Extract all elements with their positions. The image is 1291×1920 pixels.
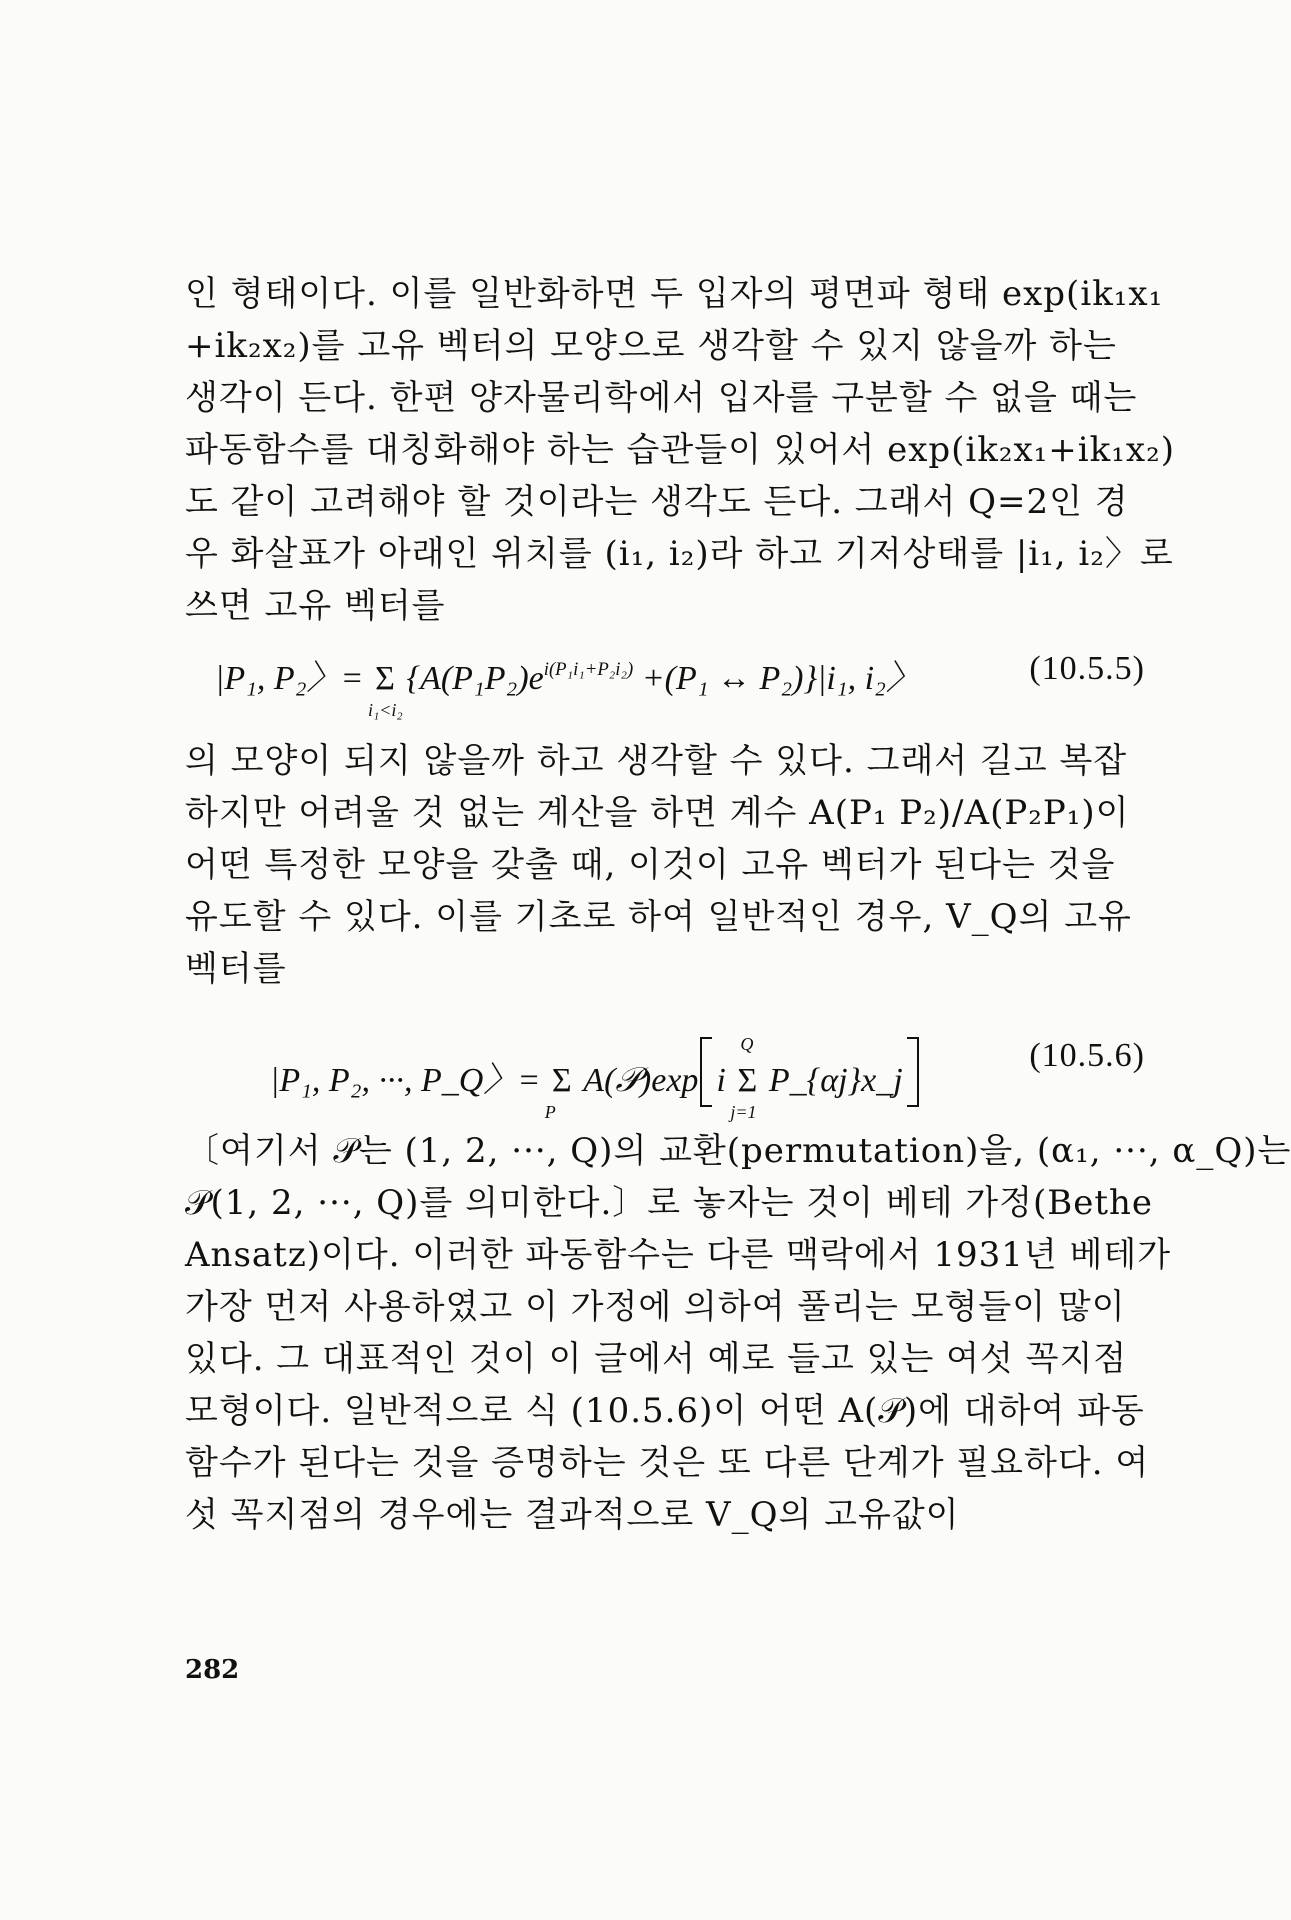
text-line: 어떤 특정한 모양을 갖출 때, 이것이 고유 벡터가 된다는 것을 — [185, 845, 1116, 885]
text-line: 생각이 든다. 한편 양자물리학에서 입자를 구분할 수 없을 때는 — [185, 378, 1138, 418]
equation-exponent: i(P₁i₁+P₂i₂) — [543, 658, 634, 680]
equation-10-5-5 — [185, 632, 1145, 727]
text-line: 유도할 수 있다. 이를 기초로 하여 일반적인 경우, V_Q의 고유 — [185, 897, 1132, 937]
equation-number: (10.5.5) — [1029, 650, 1145, 687]
summation-index: P — [544, 1102, 556, 1122]
equation-term: P_{αj}x_j — [768, 1062, 903, 1099]
text-line: 𝒫(1, 2, ···, Q)를 의미한다.〕로 놓자는 것이 베테 가정(Bethe — [185, 1183, 1154, 1223]
text-line: 〔여기서 𝒫는 (1, 2, ···, Q)의 교환(permutation)을, (α₁, ···, α_Q)는 — [185, 1131, 1291, 1171]
paragraph-3 — [185, 1125, 1291, 1541]
equation-term: {A(P₁P₂)e — [406, 660, 544, 697]
text-line: 도 같이 고려해야 할 것이라는 생각도 든다. 그래서 Q=2인 경 — [185, 482, 1129, 522]
text-line: Ansatz)이다. 이러한 파동함수는 다른 맥락에서 1931년 베테가 — [185, 1235, 1172, 1275]
page-number: 282 — [185, 1655, 240, 1685]
equation-term: +(P₁ ↔ P₂)}|i₁, i₂〉 — [641, 660, 920, 697]
text-body — [185, 268, 1291, 1541]
text-line: 파동함수를 대칭화해야 하는 습관들이 있어서 exp(ik₂x₁+ik₁x₂) — [185, 430, 1175, 470]
summation: Σ P — [544, 1062, 572, 1122]
left-bracket — [700, 1037, 712, 1107]
equation-10-5-6 — [185, 1007, 1145, 1122]
text-line: 있다. 그 대표적인 것이 이 글에서 예로 들고 있는 여섯 꼭지점 — [185, 1339, 1128, 1379]
text-line: 우 화살표가 아래인 위치를 (i₁, i₂)라 하고 기저상태를 |i₁, i₂〉로 — [185, 534, 1174, 574]
paragraph-2 — [185, 735, 1145, 995]
text-line: 쓰면 고유 벡터를 — [185, 586, 446, 626]
text-line: 벡터를 — [185, 949, 287, 989]
text-line: 모형이다. 일반적으로 식 (10.5.6)이 어떤 A(𝒫)에 대하여 파동 — [185, 1391, 1145, 1431]
text-line: +ik₂x₂)를 고유 벡터의 모양으로 생각할 수 있지 않을까 하는 — [185, 326, 1117, 366]
equation-body — [215, 650, 920, 720]
summation-index: j=1 — [730, 1102, 757, 1122]
summation-upper: Q — [740, 1034, 754, 1054]
text-line: 하지만 어려울 것 없는 계산을 하면 계수 A(P₁ P₂)/A(P₂P₁)이 — [185, 793, 1130, 833]
equation-lhs: |P₁, P₂〉= — [215, 660, 364, 697]
text-line: 함수가 된다는 것을 증명하는 것은 또 다른 단계가 필요하다. 여 — [185, 1443, 1150, 1483]
equation-body — [270, 1034, 919, 1122]
text-line: 의 모양이 되지 않을까 하고 생각할 수 있다. 그래서 길고 복잡 — [185, 741, 1128, 781]
summation: Σ i₁<i₂ — [367, 660, 403, 720]
text-line: 인 형태이다. 이를 일반화하면 두 입자의 평면파 형태 exp(ik₁x₁ — [185, 274, 1164, 314]
text-line: 가장 먼저 사용하였고 이 가정에 의하여 풀리는 모형들이 많이 — [185, 1287, 1126, 1327]
equation-lhs: |P₁, P₂, ···, P_Q〉= — [270, 1062, 541, 1099]
summation-index: i₁<i₂ — [367, 700, 403, 720]
text-line: 섯 꼭지점의 경우에는 결과적으로 V_Q의 고유값이 — [185, 1495, 960, 1535]
equation-number: (10.5.6) — [1029, 1037, 1145, 1074]
equation-term: A(𝒫)exp — [583, 1062, 699, 1099]
imaginary-unit: i — [716, 1062, 726, 1099]
right-bracket — [907, 1037, 919, 1107]
paragraph-1 — [185, 268, 1175, 632]
inner-summation: Σ Q j=1 — [730, 1034, 758, 1122]
